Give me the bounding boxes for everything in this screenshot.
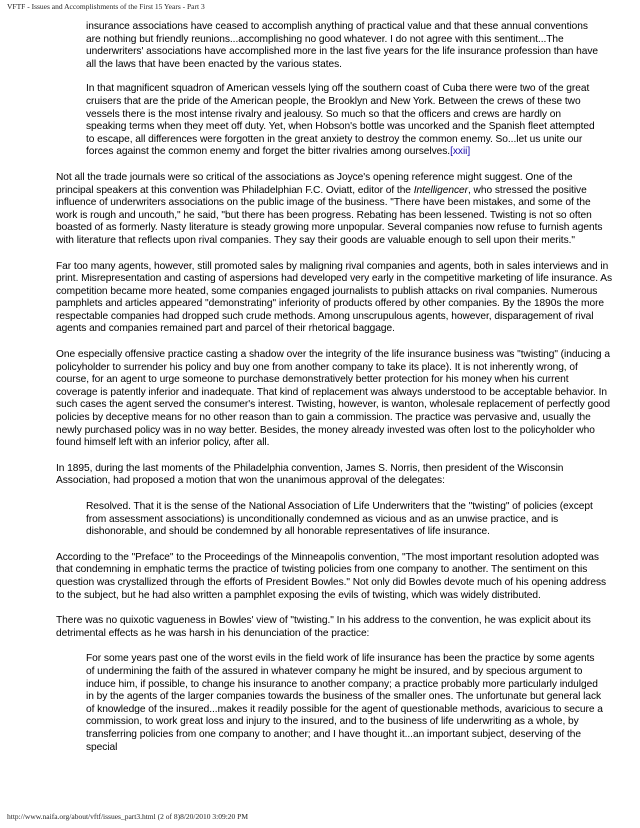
paragraph-oviatt-start: Not all the trade journals were so critical of the associations as Joyce's opening reference might suggest. One of the principal speakers at this convention was Philadelphian F.C. Oviatt, editor of the [56,171,573,196]
block-quote-resolution: Resolved. That it is the sense of the National Association of Life Underwriters that the "twisting" of policies (except from assessment associations) is unconditionally condemned as vicious and as an unwise practice, and is dishonorable, and should be condemned by all honorable representatives of life insurance. [86,501,593,538]
footnote-link-xxii[interactable]: [xxii] [450,146,471,158]
intelligencer-title: Intelligencer [413,184,468,196]
article-body [56,21,612,754]
paragraph-oviatt-rest: , who stressed the positive influence of underwriters associations on the public image of the business. "There have been mistakes, and some of the work is rough and uncouth," he said, "but there has been progress. Rebating has been lessened. Twisting is not so often boasted of as formerly. Nasty literature is steady growing more unpopular. Several companies now refuse to furnish agents with literature that reflects upon rival companies. They say their goods are valuable enough to sell upon their merits." [56,184,603,246]
paragraph-preface: According to the "Preface" to the Proceedings of the Minneapolis convention, "The most important resolution adopted was that condemning in emphatic terms the practice of twisting policies from one company to another. The sentiment on this question was crystallized through the efforts of President Bowles." Not only did Bowles devote much of his opening address to the subject, but he had also written a pamphlet exposing the evils of twisting, which was widely distributed. [56,551,607,601]
block-quote-2-text: In that magnificent squadron of American vessels lying off the southern coast of Cuba there were two of the great cruisers that are the pride of the American people, the Brooklyn and New York. Between the crews of these two vessels there is the most intense rivalry and jealousy. So much so that the officers and crews are hardly on speaking terms when they meet off duty. Yet, when Hobson's bottle was uncorked and the Spanish fleet attempted to escape, all differences were forgotten in the great anxiety to destroy the common enemy. So...let us unite our forces against the common enemy and forget the bitter rivalries among ourselves. [86,83,595,158]
paragraph-oviatt [56,172,612,248]
block-quote-1: insurance associations have ceased to accomplish anything of practical value and that these annual conventions are nothing but friendly reunions...accomplishing no good whatever. I do not agree with this sentiment...The underwriters' associations have accomplished more in the last five years for the life insurance profession than have all the laws that have been enacted by the various states. [86,21,599,70]
page-header: VFTF - Issues and Accomplishments of the First 15 Years - Part 3 [7,2,205,11]
paragraph-bowles: There was no quixotic vagueness in Bowles' view of "twisting." In his address to the convention, he was explicit about its detrimental effects as he was harsh in his denunciation of the practice: [56,615,591,639]
paragraph-maligning: Far too many agents, however, still promoted sales by maligning rival companies and agents, both in sales interviews and in print. Misrepresentation and casting of aspersions had developed very early in the competitive marketing of life insurance. As competition became more heated, some companies engaged journalists to publish attacks on rival companies. Numerous pamphlets and articles appeared "demonstrating" inferiority of products offered by other companies. By the 1890s the more respectable companies had dropped such crude methods. Among unscrupulous agents, however, disparagement of rival agents and companies remained part and parcel of their rhetorical baggage. [56,260,613,335]
page-footer-url: http://www.naifa.org/about/vftf/issues_part3.html (2 of 8)8/20/2010 3:09:20 PM [7,812,249,821]
block-quote-bowles: For some years past one of the worst evils in the field work of life insurance has been the practice by some agents of undermining the faith of the assured in whatever company he might be insured, and by specious argument to induce him, if possible, to change his insurance to another company; a practice probably more particularly indulged in by the agents of the larger companies towards the business of the smaller ones. The unfortunate but general lack of knowledge of the insured...makes it readily possible for the agent of questionable methods, avaricious to secure a commission, to work great loss and injury to the insured, and to the business of life underwriting as a whole, by transferring policies from one company to another; and I have thought it...an important subject, deserving of the special [86,653,603,753]
paragraph-norris: In 1895, during the last moments of the Philadelphia convention, James S. Norris, then president of the Wisconsin Association, had proposed a motion that won the unanimous approval of the delegates: [56,462,564,487]
paragraph-twisting: One especially offensive practice casting a shadow over the integrity of the life insurance business was "twisting" (inducing a policyholder to surrender his policy and buy one from another company to take its place). It is not inherently wrong, of course, for an agent to urge someone to purchase demonstratively better protection for his money when his current coverage is patently inferior and inadequate. That kind of replacement was always understood to be acceptable behavior. In such cases the agent served the consumer's interest. Twisting, however, is wanton, wholesale replacement of perfectly good policies by deceptive means for no other reason than to gain a commission. The practice was pervasive and, usually the newly purchased policy was in no way better. Besides, the money already invested was often lost to the policyholder who found himself left with an inferior policy, after all. [56,349,611,449]
block-quote-2 [86,83,604,159]
